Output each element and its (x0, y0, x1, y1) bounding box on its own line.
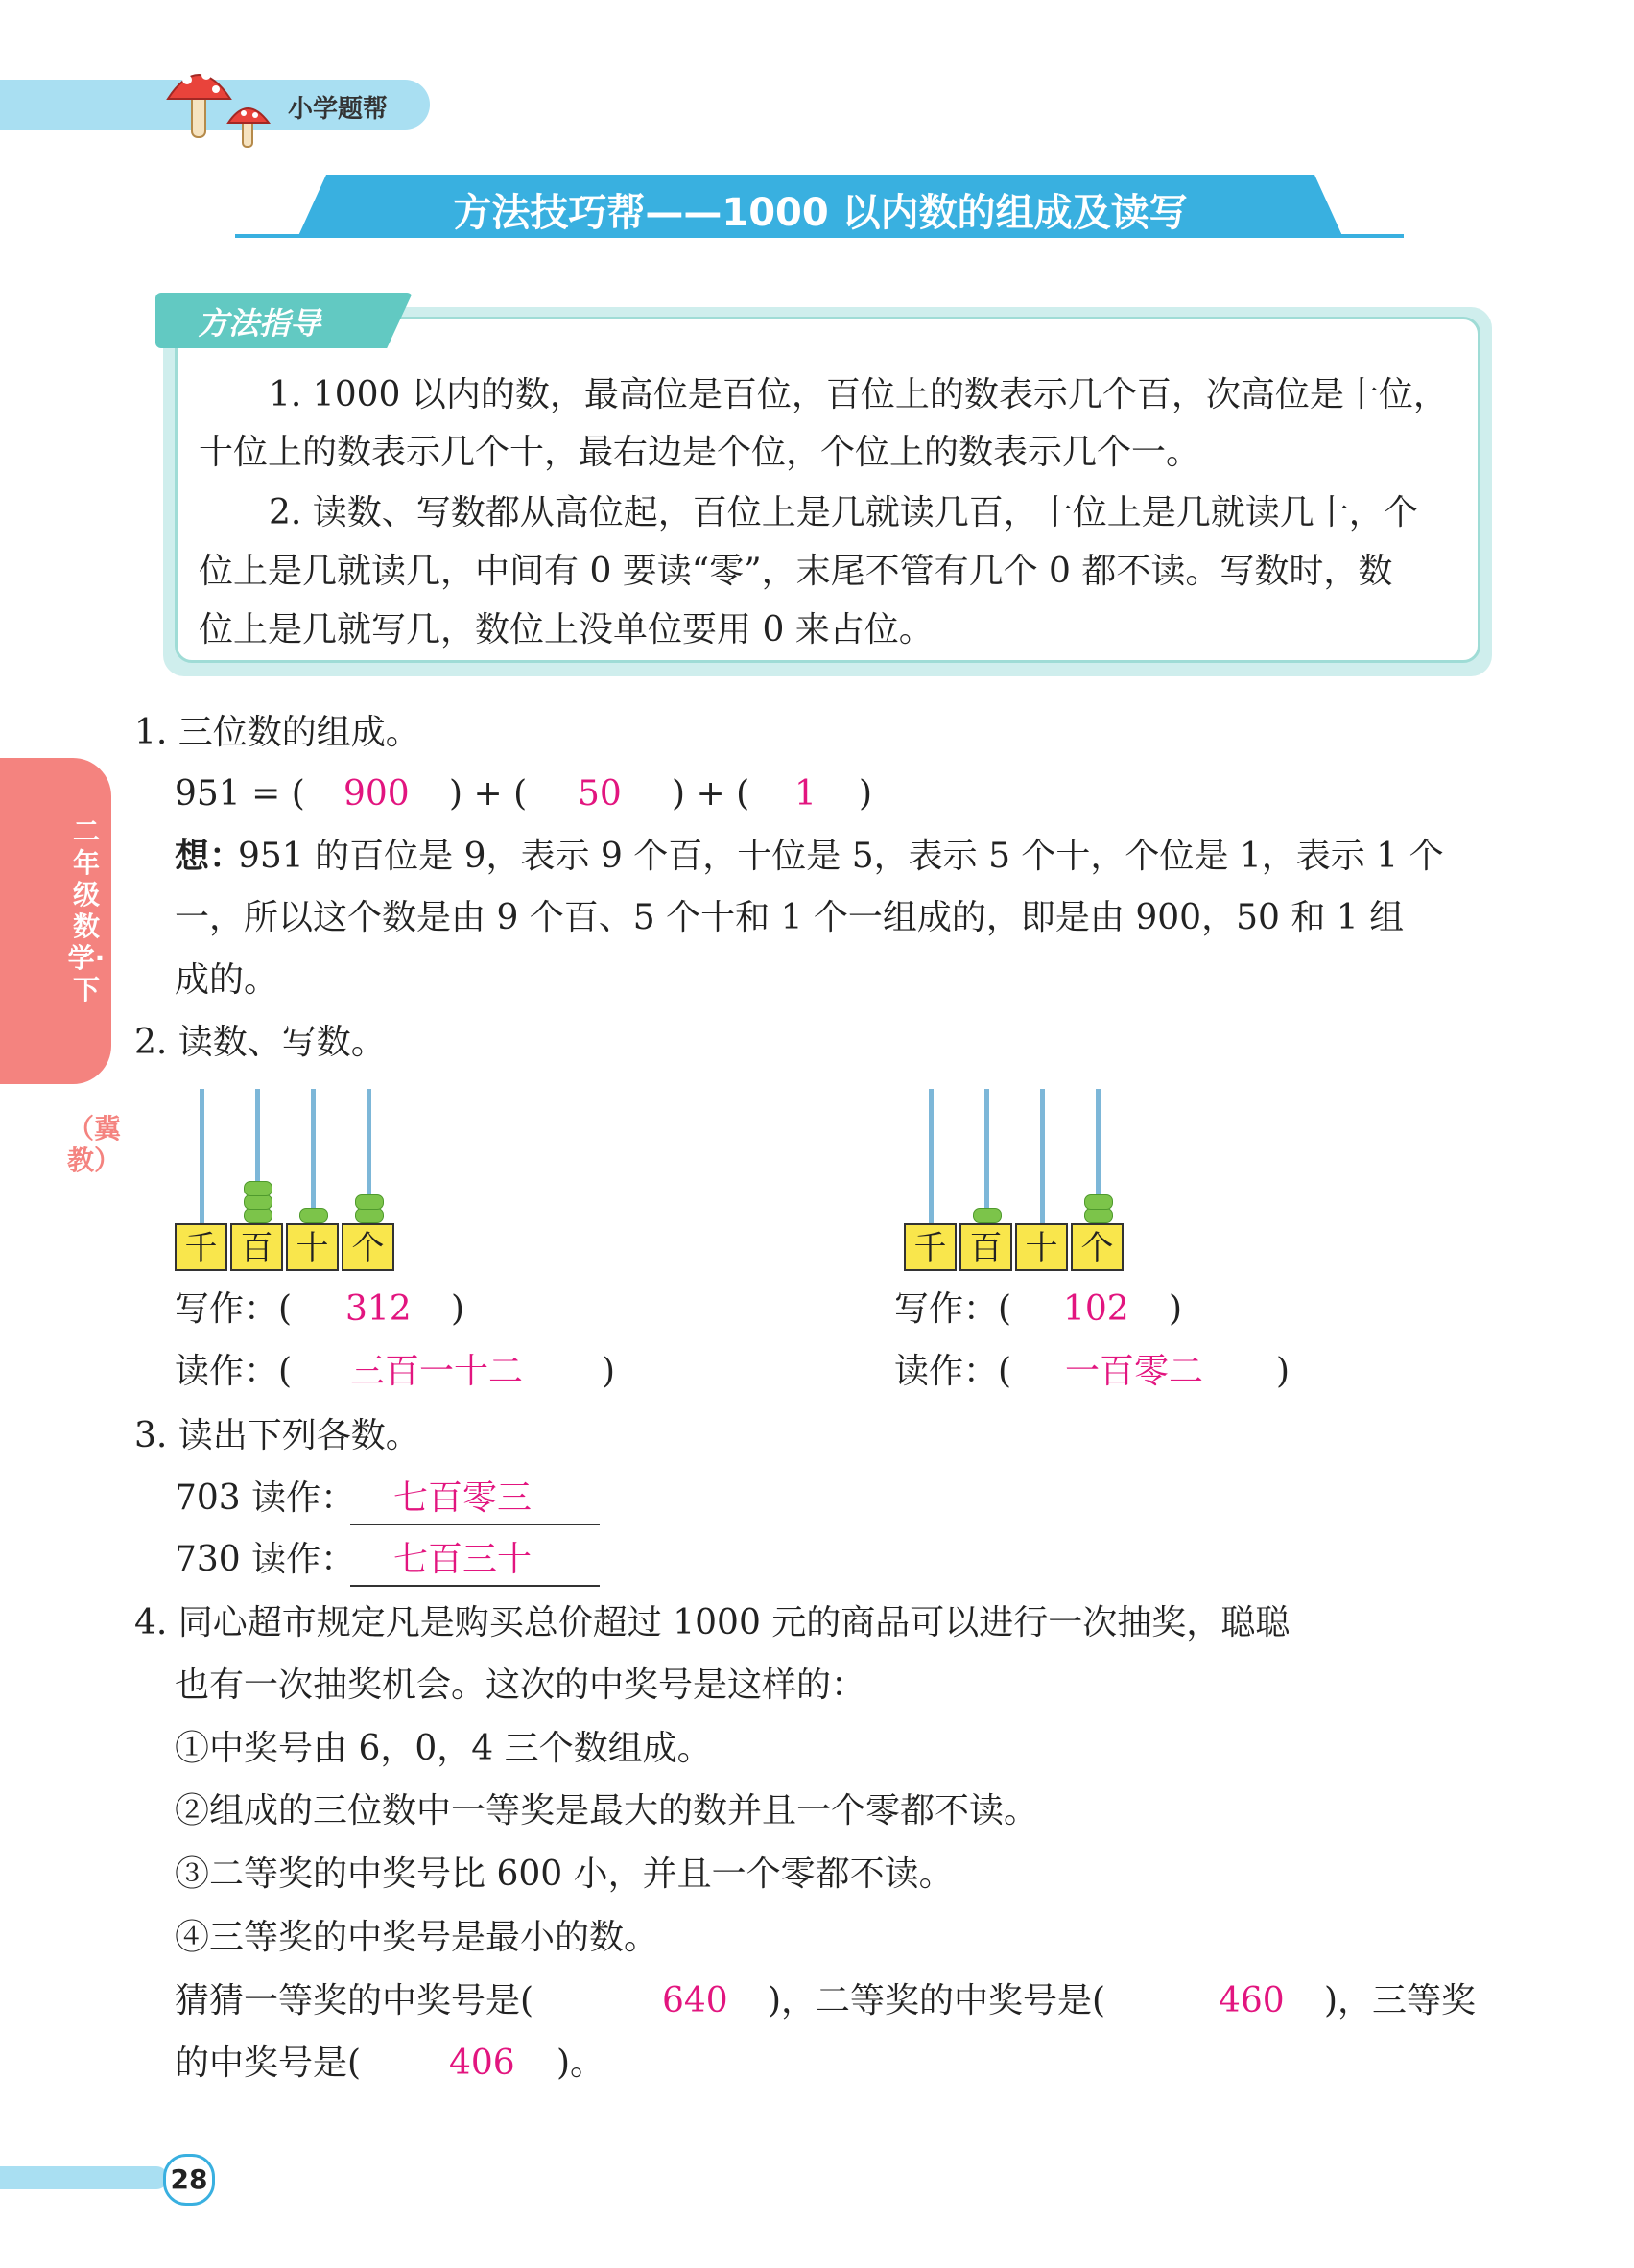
place-label-ones: 个 (342, 1223, 394, 1271)
question-3-title: 3. 读出下列各数。 (134, 1416, 420, 1455)
question-2-title: 2. 读数、写数。 (134, 1023, 386, 1062)
edition-label: （冀教） (67, 1113, 122, 1176)
read-answer-left: 三百一十二 (350, 1352, 524, 1391)
guess-end: )。 (557, 2044, 605, 2083)
bead (244, 1181, 272, 1196)
think-label: 想： (175, 837, 245, 876)
rule-3: ③二等奖的中奖号比 600 小，并且一个零都不读。 (175, 1855, 954, 1894)
write-label-left: 写作：( (175, 1289, 293, 1329)
q3-item-answer: 七百三十 (393, 1540, 533, 1579)
answer-underline (350, 1524, 600, 1525)
rule-2: ②组成的三位数中一等奖是最大的数并且一个零都不读。 (175, 1791, 1039, 1831)
place-label-hundreds: 百 (959, 1223, 1012, 1271)
method-tag-label: 方法指导 (198, 305, 321, 342)
question-1-title: 1. 三位数的组成。 (134, 713, 420, 752)
guess-mid: )，二等奖的中奖号是( (768, 1981, 1106, 2020)
bead (355, 1208, 384, 1223)
first-prize-answer: 640 (662, 1981, 728, 2020)
method-line: 2. 读数、写数都从高位起，百位上是几就读几百，十位上是几就读几十，个 (269, 493, 1418, 532)
read-label-right: 读作：( (894, 1352, 1012, 1391)
rod-thousands (929, 1089, 934, 1223)
q3-item-answer: 七百零三 (393, 1478, 533, 1518)
question-4-line: 也有一次抽奖机会。这次的中奖号是这样的： (175, 1666, 866, 1705)
method-line: 位上是几就读几，中间有 0 要读“零”，末尾不管有几个 0 都不读。写数时，数 (199, 552, 1393, 591)
brand-label: 小学题帮 (288, 95, 389, 124)
write-label-right: 写作：( (894, 1289, 1012, 1329)
q1-equation-prefix: 951 = ( (175, 774, 305, 814)
rule-1: ①中奖号由 6，0，4 三个数组成。 (175, 1729, 712, 1768)
footer-bar (0, 2166, 168, 2189)
close-paren: ) (451, 1289, 465, 1329)
close-paren: ) (1169, 1289, 1183, 1329)
method-line: 位上是几就写几，数位上没单位要用 0 来占位。 (199, 610, 934, 650)
abacus-left (173, 1089, 403, 1271)
q3-item-label: 730 读作： (175, 1540, 356, 1579)
write-answer-right: 102 (1063, 1289, 1129, 1329)
q1-plus: ) + ( (449, 774, 528, 814)
second-prize-answer: 460 (1219, 1981, 1285, 2020)
q1-answer-hundreds: 900 (343, 774, 410, 814)
question-4-line: 4. 同心超市规定凡是购买总价超过 1000 元的商品可以进行一次抽奖，聪聪 (134, 1603, 1291, 1642)
guess-line2-prefix: 的中奖号是( (175, 2044, 362, 2083)
rod-hundreds (984, 1089, 989, 1223)
guess-prefix: 猜猜一等奖的中奖号是( (175, 1981, 534, 2020)
guess-mid: )，三等奖 (1324, 1981, 1477, 2020)
bead (1084, 1208, 1113, 1223)
q1-plus: ) + ( (672, 774, 750, 814)
place-label-tens: 十 (1015, 1223, 1068, 1271)
bead (244, 1208, 272, 1223)
place-label-hundreds: 百 (230, 1223, 283, 1271)
place-label-thousands: 千 (175, 1223, 227, 1271)
method-line: 十位上的数表示几个十，最右边是个位，个位上的数表示几个一。 (199, 433, 1201, 472)
mushroom-logo-icon (163, 56, 278, 152)
abacus-right (902, 1089, 1132, 1271)
rod-tens (1040, 1089, 1045, 1223)
rod-thousands (200, 1089, 204, 1223)
side-tab-label: 二年级数学·下 (67, 815, 106, 1005)
close-paren: ) (1276, 1352, 1291, 1391)
bead (355, 1194, 384, 1210)
q1-answer-ones: 1 (794, 774, 817, 814)
bead (1084, 1194, 1113, 1210)
third-prize-answer: 406 (449, 2044, 515, 2083)
answer-underline (350, 1585, 600, 1587)
close-paren: ) (602, 1352, 616, 1391)
write-answer-left: 312 (345, 1289, 412, 1329)
place-label-ones: 个 (1071, 1223, 1124, 1271)
method-line: 1. 1000 以内的数，最高位是百位，百位上的数表示几个百，次高位是十位， (269, 375, 1448, 414)
bead (973, 1208, 1002, 1223)
rule-4: ④三等奖的中奖号是最小的数。 (175, 1918, 659, 1957)
q1-close-paren: ) (859, 774, 873, 814)
read-label-left: 读作：( (175, 1352, 293, 1391)
page-title: 方法技巧帮——1000 以内数的组成及读写 (453, 191, 1188, 235)
think-line: 一，所以这个数是由 9 个百、5 个十和 1 个一组成的，即是由 900，50 和 1 组 (175, 898, 1405, 937)
think-line: 951 的百位是 9，表示 9 个百，十位是 5，表示 5 个十，个位是 1，表示 1 个 (238, 837, 1444, 876)
place-label-thousands: 千 (904, 1223, 957, 1271)
q3-item-label: 703 读作： (175, 1478, 356, 1518)
bead (244, 1194, 272, 1210)
rod-tens (311, 1089, 316, 1223)
think-line: 成的。 (175, 960, 279, 1000)
bead (299, 1208, 328, 1223)
place-label-tens: 十 (286, 1223, 339, 1271)
read-answer-right: 一百零二 (1065, 1352, 1204, 1391)
page-number: 28 (163, 2154, 215, 2206)
q1-answer-tens: 50 (578, 774, 622, 814)
